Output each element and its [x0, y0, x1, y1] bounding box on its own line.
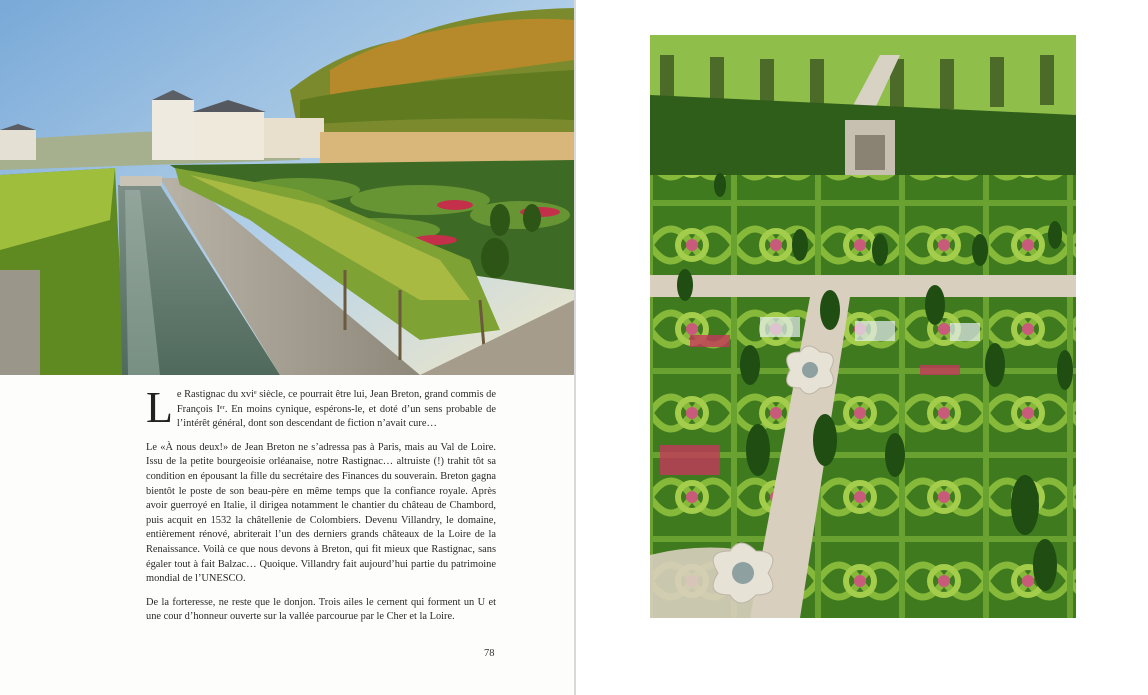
body-paragraph: Le «À nous deux!» de Jean Breton ne s’adressa pas à Paris, mais au Val de Loire. Issu de la petite bourgeoisie orléanaise, notre Rastignac… altruiste (!) trahit tôt sa condition en épousant la fille du secrétaire des Finances du souverain. Breton gagna bientôt le poste de son beau-père en même temps que la confiance royale. Après avoir guerroyé en Italie, il dirigea notamment le chantier du château de Chambord, puis acquit en 1532 la châtellenie de Colombiers. Devenu Villandry, le domaine, entièrement rénové, abriterait l’un des derniers grands châteaux de la Loire de la Renaissance. Voilà ce que nous devons à Breton, qui fit mieux que Rastignac, sans égaler tout à fait Balzac… Quoique. Villandry fait aujourd’hui partie du patrimoine mondial de l’UNESCO. [146, 441, 496, 585]
body-paragraph: De la forteresse, ne reste que le donjon. Trois ailes le cernent qui forment un U et une cour d’honneur ouverte sur la vallée parcourue par le Cher et la Loire. [146, 596, 496, 623]
intro-paragraph [146, 383, 496, 432]
parterre-garden-photo [650, 35, 1076, 618]
right-page [576, 0, 1148, 695]
canal-garden-photo [0, 0, 574, 375]
intro-text: e Rastignac du xviᵉ siècle, ce pourrait être lui, Jean Breton, grand commis de François Iᵉʳ. En moins cynique, espérons-le, et doté d’un sens probable de l’intérêt général, dont son descendant de fiction n’avait cure… [176, 389, 496, 430]
page-number: 78 [484, 648, 495, 659]
article-text [146, 383, 496, 634]
drop-cap: L [146, 383, 173, 432]
